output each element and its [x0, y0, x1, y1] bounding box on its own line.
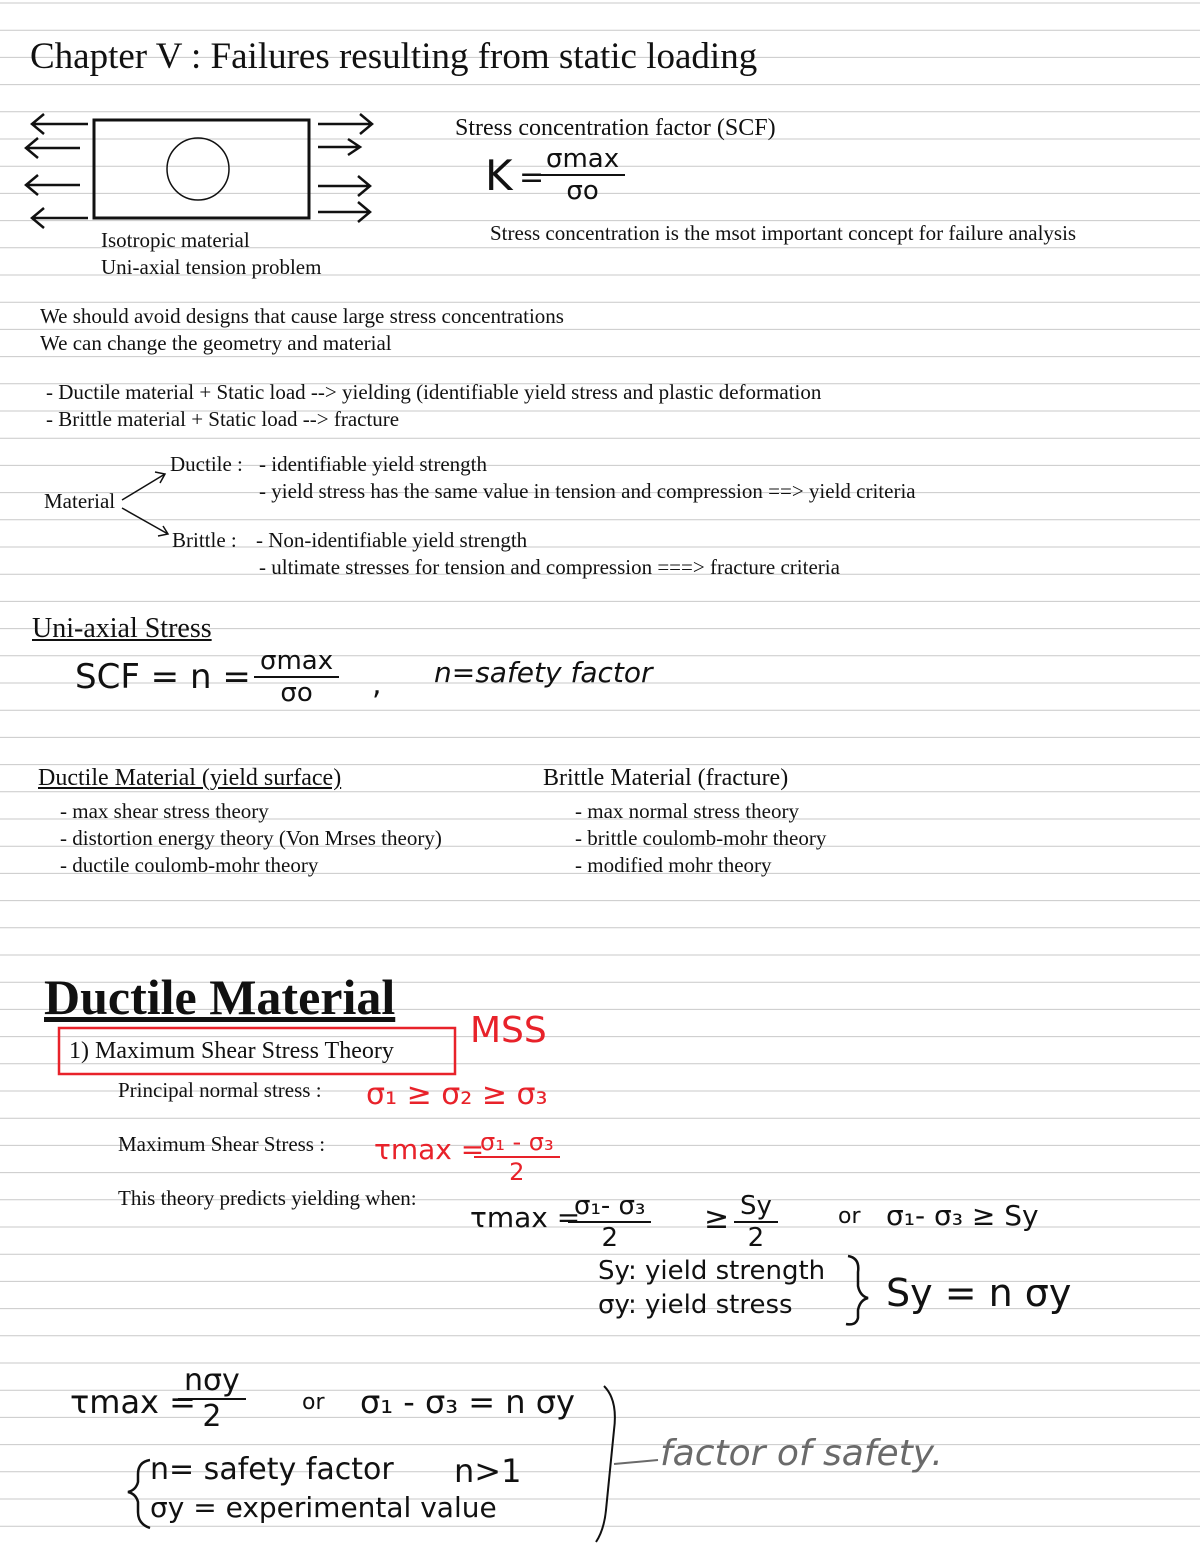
- predict-sy-fraction: [734, 1193, 778, 1251]
- scf-denominator: σo: [566, 176, 599, 206]
- final-alternative: σ₁ - σ₃ = n σy: [360, 1383, 575, 1421]
- tau-max-red: τmax =: [374, 1133, 485, 1166]
- scf-numerator: σmax: [540, 146, 625, 176]
- plate-rectangle: [94, 120, 309, 218]
- brittle-theories-heading: Brittle Material (fracture): [543, 765, 789, 791]
- predict-ge: ≥: [704, 1201, 730, 1236]
- mss-boxed-title: 1) Maximum Shear Stress Theory: [69, 1038, 394, 1064]
- principal-stress-label: Principal normal stress :: [118, 1078, 322, 1102]
- chapter-title: Chapter V : Failures resulting from static loading: [30, 36, 758, 77]
- max-shear-label: Maximum Shear Stress :: [118, 1132, 326, 1156]
- diagram-label-material: Isotropic material: [101, 228, 250, 252]
- predict-sy-denominator: 2: [747, 1223, 765, 1253]
- group-bracket: [596, 1386, 615, 1542]
- predict-numerator: σ₁- σ₃: [568, 1193, 651, 1223]
- predict-or: or: [838, 1204, 861, 1229]
- definitions-brace: [128, 1460, 150, 1528]
- uniaxial-fraction: [254, 648, 339, 706]
- ductile-theory-3: - ductile coulomb-mohr theory: [60, 853, 319, 877]
- tau-max-fraction: [474, 1130, 560, 1184]
- scf-equals: =: [519, 160, 545, 195]
- brittle-behaviour: - Brittle material + Static load --> fracture: [46, 407, 400, 431]
- left-arrows: [26, 114, 88, 228]
- material-root: Material: [44, 489, 116, 513]
- predict-alternative: σ₁- σ₃ ≥ Sy: [886, 1199, 1039, 1232]
- scf-heading: Stress concentration factor (SCF): [455, 115, 776, 141]
- hole-circle: [167, 138, 229, 200]
- ductile-theory-2: - distortion energy theory (Von Mrses theory): [60, 826, 442, 850]
- final-numerator: nσy: [178, 1366, 246, 1400]
- ductile-theory-1: - max shear stress theory: [60, 799, 269, 823]
- brittle-theory-2: - brittle coulomb-mohr theory: [575, 826, 827, 850]
- sy-equation: Sy = n σy: [886, 1271, 1072, 1315]
- sy-definition-2: σy: yield stress: [598, 1290, 793, 1320]
- uniaxial-numerator: σmax: [254, 648, 339, 678]
- uniaxial-heading: Uni-axial Stress: [32, 613, 212, 644]
- predict-tau: τmax =: [470, 1201, 581, 1234]
- design-line-1: We should avoid designs that cause large stress concentrations: [40, 304, 564, 328]
- ductile-branch-item-2: - yield stress has the same value in tension and compression ==> yield criteria: [259, 479, 916, 503]
- sy-brace: [846, 1256, 868, 1324]
- ductile-behaviour: - Ductile material + Static load --> yielding (identifiable yield stress and plastic deformation: [46, 380, 822, 404]
- scf-fraction: [540, 146, 625, 204]
- factor-of-safety-note: factor of safety.: [660, 1433, 943, 1474]
- principal-stress-order: σ₁ ≥ σ₂ ≥ σ₃: [366, 1077, 548, 1112]
- side-note-leader: [614, 1460, 658, 1464]
- uniaxial-note: n=safety factor: [434, 656, 653, 689]
- uniaxial-denominator: σo: [280, 678, 313, 708]
- design-line-2: We can change the geometry and material: [40, 331, 392, 355]
- brittle-theory-3: - modified mohr theory: [575, 853, 772, 877]
- predict-sy-numerator: Sy: [734, 1193, 778, 1223]
- brittle-branch-item-1: - Non-identifiable yield strength: [256, 528, 528, 552]
- predict-denominator: 2: [601, 1223, 618, 1253]
- predict-fraction: [568, 1193, 651, 1251]
- material-branch-arrows: [122, 472, 168, 536]
- right-arrows: [318, 114, 372, 222]
- ductile-branch-label: Ductile :: [170, 452, 243, 476]
- brittle-theory-1: - max normal stress theory: [575, 799, 799, 823]
- definition-sigma-y: σy = experimental value: [150, 1491, 497, 1524]
- ductile-theories-heading: Ductile Material (yield surface): [38, 765, 342, 791]
- final-denominator: 2: [202, 1399, 222, 1434]
- brittle-branch-item-2: - ultimate stresses for tension and compression ===> fracture criteria: [259, 555, 840, 579]
- predict-label: This theory predicts yielding when:: [118, 1186, 417, 1210]
- ductile-branch-item-1: - identifiable yield strength: [259, 452, 488, 476]
- diagram-label-problem: Uni-axial tension problem: [101, 255, 322, 279]
- scf-k-symbol: K: [485, 151, 513, 200]
- mss-abbreviation: MSS: [470, 1010, 547, 1051]
- definition-n: n= safety factor: [150, 1452, 394, 1487]
- ductile-section-title: Ductile Material: [44, 969, 396, 1025]
- final-fraction: [178, 1363, 246, 1434]
- final-or: or: [302, 1390, 325, 1415]
- brittle-branch-label: Brittle :: [172, 528, 237, 552]
- tau-max-denominator: 2: [509, 1158, 525, 1186]
- tau-max-numerator: σ₁ - σ₃: [474, 1130, 560, 1158]
- definition-n-condition: n>1: [454, 1452, 522, 1490]
- sy-definition-1: Sy: yield strength: [598, 1256, 826, 1286]
- scf-note: Stress concentration is the msot important concept for failure analysis: [490, 221, 1077, 245]
- final-tau: τmax =: [70, 1383, 196, 1421]
- uniaxial-lhs: SCF = n =: [75, 657, 251, 697]
- uniaxial-comma: ,: [372, 667, 382, 702]
